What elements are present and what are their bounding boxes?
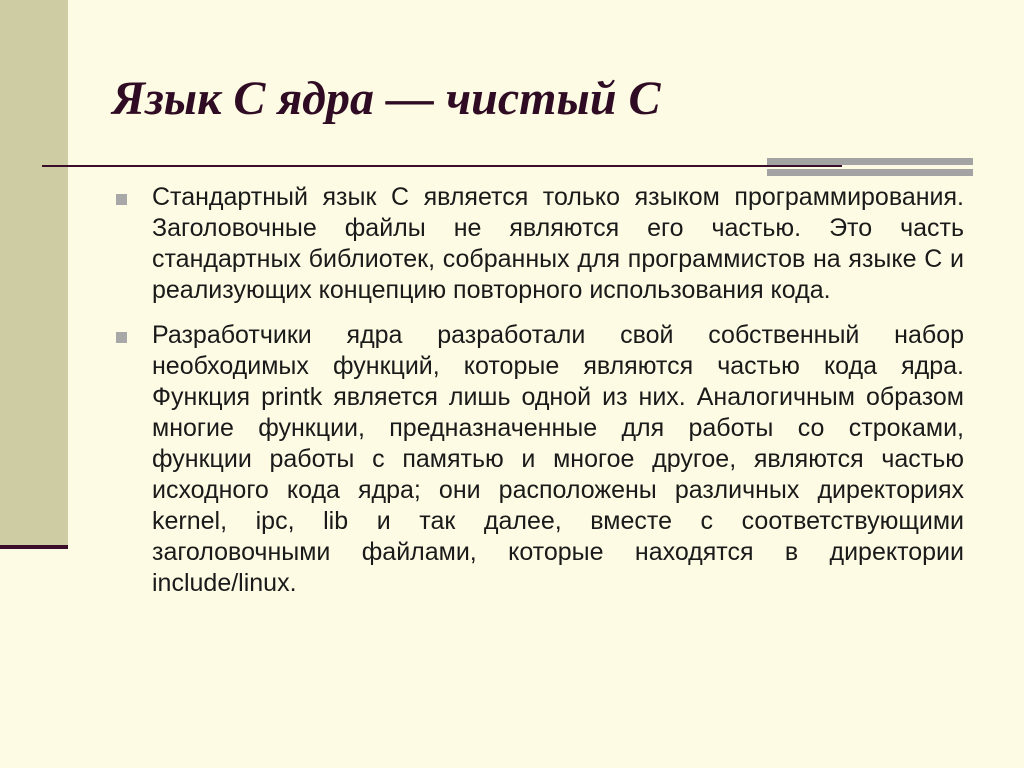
bullet-text: Разработчики ядра разработали свой собственный набор необходимых функций, которые являются частью кода ядра. Функция printk является лишь одной из них. Аналогичным образом многие функции, предназначенные для работы со строками, функции работы с памятью и многое другое, являются частью исходного кода ядра; они расположены различных директориях kernel, ipc, lib и так далее, вместе с соответствующими заголовочными файлами, которые находятся в директории include/linux.: [152, 321, 964, 597]
accent-bar-bottom: [767, 169, 973, 176]
bullet-list: [112, 182, 964, 613]
bullet-item-kernel-functions: [112, 320, 964, 599]
side-band-rule: [0, 545, 68, 549]
side-band: [0, 0, 68, 548]
square-bullet-icon: [116, 194, 127, 205]
title-accent-bars: [767, 158, 973, 178]
bullet-text: Стандартный язык С является только языком программирования. Заголовочные файлы не являются его частью. Это часть стандартных библиотек, собранных для программистов на языке С и реализующих концепцию повторного использования кода.: [152, 183, 964, 304]
square-bullet-icon: [116, 332, 127, 343]
accent-bar-top: [767, 158, 973, 165]
bullet-item-standard-c: [112, 182, 964, 306]
title-underline: [42, 165, 842, 167]
slide-title: Язык С ядра — чистый С: [112, 72, 661, 125]
